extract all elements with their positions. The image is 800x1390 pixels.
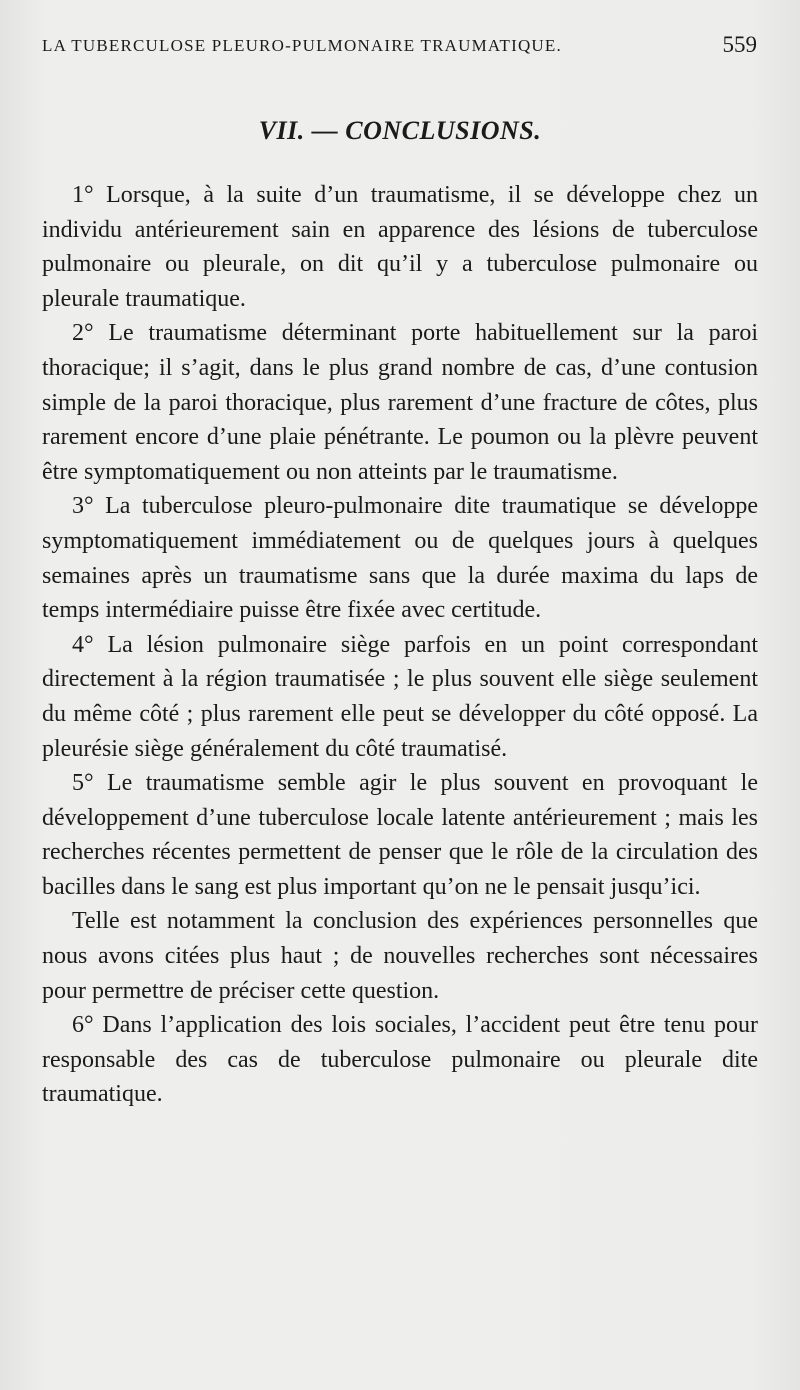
paragraph-conclusion-1: 1° Lorsque, à la suite d’un traumatisme, il se développe chez un individu antérieurement sain en apparence des lésions de tuberculose pulmonaire ou pleurale, on dit qu’il y a tuberculose pulmonaire ou pleurale traumatique.: [42, 182, 758, 312]
running-head: [42, 32, 757, 62]
page-number: 559: [722, 32, 757, 57]
section-title: VII. — CONCLUSIONS.: [258, 116, 542, 145]
paragraph-conclusion-5: 5° Le traumatisme semble agir le plus souvent en provoquant le développement d’une tuberculose locale latente antérieurement ; mais les recherches récentes permettent de penser que le rôle de la circulation des bacilles dans le sang est plus important qu’on ne le pensait jusqu’ici.: [42, 770, 758, 900]
conclusions-body: [42, 178, 758, 1112]
paragraph-conclusion-3: 3° La tuberculose pleuro-pulmonaire dite traumatique se développe symptomatiquement immédiatement ou de quelques jours à quelques semaines après un traumatisme sans que la durée maxima du laps de temps intermédiaire puisse être fixée avec certitude.: [42, 493, 758, 624]
paragraph-conclusion-2: 2° Le traumatisme déterminant porte habituellement sur la paroi thoracique; il s’agit, dans le plus grand nombre de cas, d’une contusion simple de la paroi thoracique, plus rarement d’une fracture de côtes, plus rarement encore d’une plaie pénétrante. Le poumon ou la plèvre peuvent être symptomatiquement ou non atteints par le traumatisme.: [42, 320, 758, 485]
paragraph-conclusion-4: 4° La lésion pulmonaire siège parfois en un point correspondant directement à la région traumatisée ; le plus souvent elle siège seulement du même côté ; plus rarement elle peut se développer du côté opposé. La pleurésie siège généralement du côté traumatisé.: [42, 631, 758, 762]
running-title: LA TUBERCULOSE PLEURO-PULMONAIRE TRAUMATIQUE.: [42, 36, 562, 55]
paragraph-conclusion-6: 6° Dans l’application des lois sociales, l’accident peut être tenu pour responsable des cas de tuberculose pulmonaire ou pleurale dite traumatique.: [42, 1012, 758, 1108]
paragraph-experiments-note: Telle est notamment la conclusion des expériences personnelles que nous avons citées plus haut ; de nouvelles recherches sont nécessaires pour permettre de préciser cette question.: [42, 908, 758, 1004]
